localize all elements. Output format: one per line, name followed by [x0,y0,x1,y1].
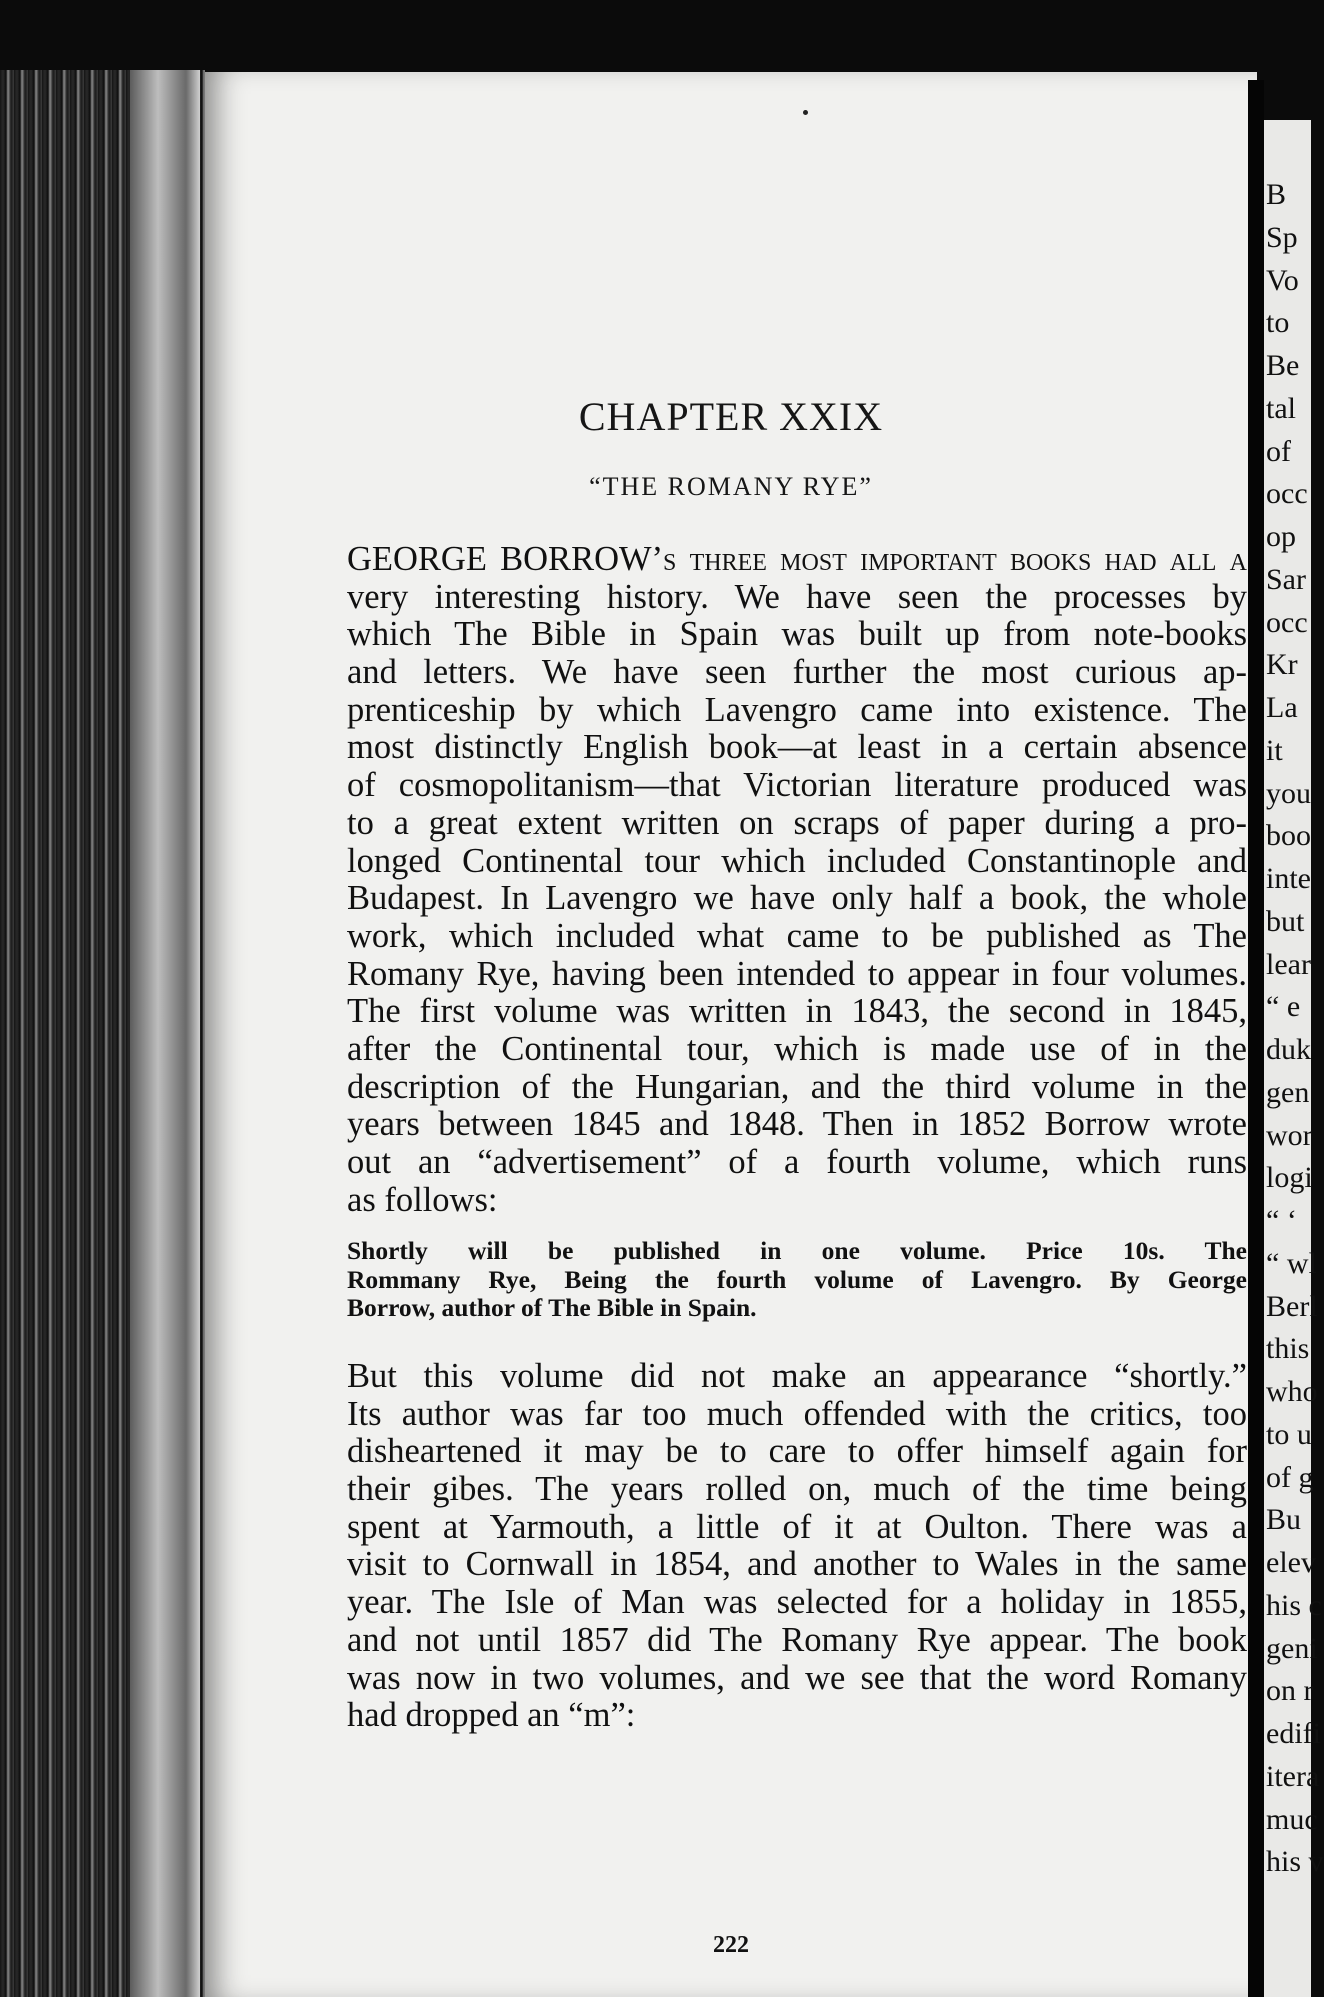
text-line: had dropped an “m”: [347,1696,636,1735]
text-line: and not until 1857 did The Romany Rye appear. The book [347,1620,1247,1659]
facing-page-text: “ wl [1266,1246,1317,1280]
facing-page-text: muc [1266,1802,1318,1836]
chapter-title: CHAPTER XXIX [578,394,884,439]
text-line: work, which included what came to be published as The [347,916,1247,955]
text-line: year. The Isle of Man was selected for a holiday in 1855, [347,1583,1247,1622]
text-line: as follows: [347,1180,498,1219]
facing-page-text: wor [1266,1118,1313,1152]
text-line: visit to Cornwall in 1854, and another to Wales in the same [347,1545,1247,1584]
book-gutter [1248,80,1264,1997]
facing-page-text: tal [1266,391,1296,425]
text-line: GEORGE BORROW’s three most important books had all a [347,540,1247,578]
facing-page-text: gen [1266,1075,1310,1109]
book-page-edges [0,70,205,1997]
text-line: and letters. We have seen further the most curious ap- [347,653,1247,692]
facing-page-text: this [1266,1332,1310,1366]
facing-page-text: inte [1266,862,1311,895]
facing-page-text: Kr [1266,648,1298,682]
facing-page-text: logi [1266,1161,1313,1195]
text-line: Rommany Rye, Being the fourth volume of Lavengro. By George [347,1264,1247,1294]
text-line: was now in two volumes, and we see that the word Romany [347,1658,1247,1697]
text-line: of cosmopolitanism—that Victorian literature produced was [347,766,1247,805]
text-line: Shortly will be published in one volume. Price 10s. The [347,1236,1247,1265]
facing-page-text: of g [1266,1460,1314,1494]
facing-page-text: duk [1266,1033,1311,1066]
text-line: longed Continental tour which included Constantinople and [347,841,1247,880]
text-line: Romany Rye, having been intended to appear in four volumes. [347,954,1247,993]
facing-page-fragment [1264,120,1324,1997]
facing-page-text: Sp [1266,220,1298,254]
text-line: But this volume did not make an appearance “shortly.” [347,1357,1247,1395]
facing-page-text: his v [1266,1845,1324,1879]
paragraph-1 [347,541,1247,1219]
facing-page-text: Bu [1266,1503,1302,1537]
facing-page-text: lear [1266,947,1311,981]
facing-page-text: Be [1266,349,1300,382]
facing-page-text: but [1266,904,1305,938]
facing-page-text: La [1266,691,1298,724]
text-line: description of the Hungarian, and the third volume in the [347,1067,1247,1106]
text-line: The first volume was written in 1843, the second in 1845, [347,992,1247,1031]
text-line: Borrow, author of The Bible in Spain. [347,1293,757,1322]
page-number: 222 [713,1932,749,1958]
text-line: disheartened it may be to care to offer himself again for [347,1432,1247,1471]
facing-page-text: to [1266,306,1290,340]
facing-page-text: elev [1266,1546,1316,1579]
facing-page-text: edifi [1266,1717,1321,1750]
text-line: spent at Yarmouth, a little of it at Oulton. There was a [347,1507,1247,1546]
text-line: Budapest. In Lavengro we have only half a book, the whole [347,879,1247,918]
facing-page-text: geni [1266,1631,1318,1665]
facing-page-text: Sar [1266,562,1306,596]
text-line: which The Bible in Spain was built up from note-books [347,615,1247,654]
text-line: their gibes. The years rolled on, much of the time being [347,1470,1247,1509]
ink-speck [803,110,808,115]
facing-page-text: B [1266,178,1287,211]
facing-page-text: “ e [1266,990,1301,1024]
facing-page-text: itera [1266,1759,1320,1793]
text-line: most distinctly English book—at least in a certain absence [347,728,1247,767]
facing-page-text: occ [1266,605,1308,639]
facing-page-text: who [1266,1375,1318,1408]
facing-page-text: “ ‘ [1266,1204,1297,1237]
text-line: very interesting history. We have seen the processes by [347,577,1247,616]
facing-page-text: it [1266,733,1283,767]
facing-page-text: occ [1266,477,1308,511]
paragraph-2 [347,1358,1247,1735]
facing-page-text: boo [1266,819,1311,853]
facing-page-text: his c [1266,1588,1322,1622]
chapter-subtitle: “THE ROMANY RYE” [589,472,873,501]
facing-page-text: on r [1266,1674,1314,1708]
text-line: Its author was far too much offended with the critics, too [347,1394,1247,1433]
facing-page-text: of [1266,434,1291,468]
text-line: prenticeship by which Lavengro came into existence. The [347,690,1247,729]
text-line: after the Continental tour, which is made use of in the [347,1029,1247,1068]
facing-page-text: Berl [1266,1289,1318,1323]
facing-page-text: you [1266,776,1311,810]
facing-page-text: to u [1266,1417,1312,1451]
page-edge-sheen [130,70,200,1997]
facing-page-text: Vo [1266,263,1299,297]
text-line: years between 1845 and 1848. Then in 1852 Borrow wrote [347,1105,1247,1144]
block-quote [347,1237,1247,1323]
text-line: out an “advertisement” of a fourth volume, which runs [347,1143,1247,1181]
text-line: to a great extent written on scraps of paper during a pro- [347,803,1247,842]
facing-page-text: op [1266,520,1296,553]
